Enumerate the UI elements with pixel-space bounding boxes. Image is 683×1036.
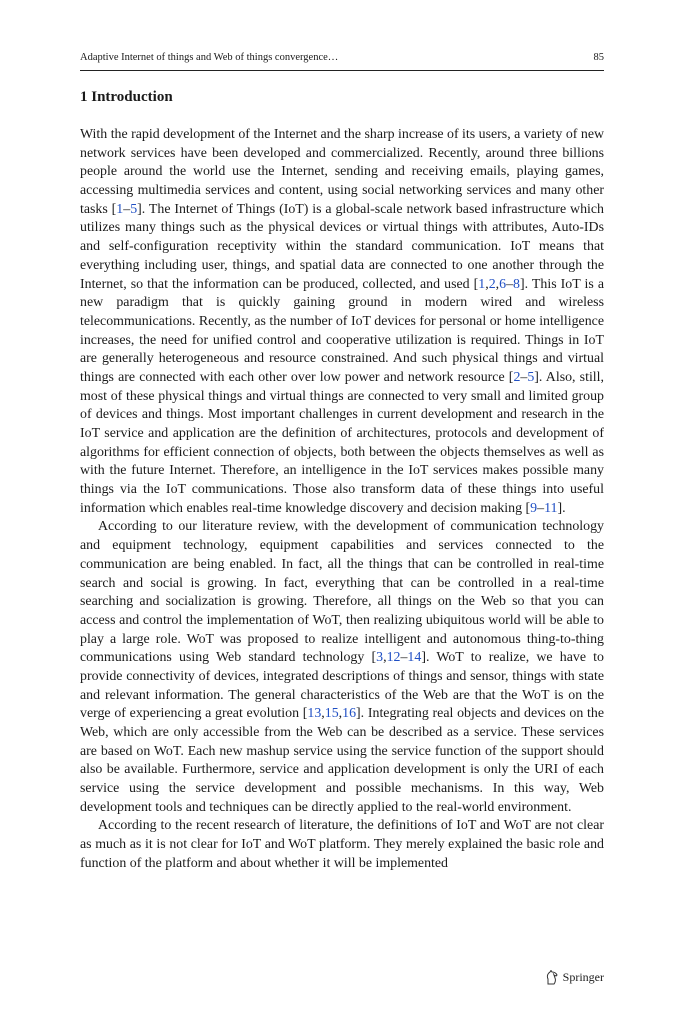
paragraph-text: ]. Integrating real objects and devices on the Web, which are only accessible from the Web can be described as a service. These services are based on WoT. Each new mashup service using the service function of the support should also be available. Furthermore, service and application development is only the URI of each service using the service development and possible mechanisms. In this way, Web development tools and techniques can be directly applied to the real-world environment.	[80, 706, 605, 815]
citation-link[interactable]: 1	[116, 201, 124, 217]
citation-link[interactable]: 16	[342, 706, 357, 722]
citation-link[interactable]: 9	[530, 500, 538, 516]
citation-link[interactable]: 14	[407, 650, 422, 666]
publisher-name: Springer	[562, 970, 604, 984]
paragraph-text: –	[537, 500, 545, 516]
paragraph-text: ]. WoT to realize, we have to provide connectivity of devices, integrated descriptions of things and sensor, things with state and relevant information. The general characteristics of the Web are that the WoT is on the verge of experiencing a great evolution [	[80, 650, 604, 722]
paragraph-text: –	[506, 276, 514, 292]
paragraph-text: ,	[383, 650, 387, 666]
page-number: 85	[593, 52, 604, 63]
header-rule	[80, 70, 604, 71]
paragraph-text: ].	[557, 500, 566, 516]
page	[80, 0, 604, 1036]
citation-link[interactable]: 12	[386, 650, 401, 666]
section-title: 1 Introduction	[80, 89, 173, 105]
citation-link[interactable]: 5	[130, 201, 138, 217]
paragraph-text: ]. Also, still, most of these physical things and virtual things are connected to very small and limited group of devices and things. Most important challenges in current development and research in the IoT service and application are the definition of architectures, protocols and development of algorithms for efficient connection of objects, both between the objects themselves as well as with the future Internet. Therefore, an intelligence in the IoT services makes possible many things via the IoT communications. Those also transform data of these things into useful information which enables real-time knowledge discovery and decision making [	[80, 369, 605, 516]
paragraph-text: According to our literature review, with the development of communication technology and equipment technology, equipment capabilities and services connected to the communication are being enabled. In fact, all the things that can be controlled in real-time search and social is growing. In fact, everything that can be controlled in a real-time searching and socialization is growing. Therefore, all things on the Web so that you can access and control the implementation of WoT, then realizing ubiquitous world will be able to play a large role. WoT was proposed to realize intelligent and autonomous thing-to-thing communications using Web standard technology [	[80, 519, 604, 666]
citation-link[interactable]: 2	[513, 369, 521, 385]
citation-link[interactable]: 15	[324, 706, 339, 722]
paragraph	[80, 126, 604, 518]
paragraph-text: According to the recent research of literature, the definitions of IoT and WoT are not clear as much as it is not clear for IoT and WoT platform. They merely explained the basic role and function of the platform and about whether it will be implemented	[80, 818, 604, 871]
paragraph-text: ,	[321, 706, 325, 722]
citation-link[interactable]: 13	[307, 706, 322, 722]
paragraph-text: ,	[495, 276, 500, 292]
body-text	[80, 126, 604, 874]
paragraph-text: ]. The Internet of Things (IoT) is a global-scale network based infrastructure which utilizes many things such as the physical devices or virtual things with attributes, Auto-IDs and self-configuration receptivity within the standard communication. IoT means that everything including user, things, and spatial data are connected to one another through the Internet, so that the information can be produced, collected, and used [	[80, 201, 604, 292]
citation-link[interactable]: 2	[488, 276, 496, 292]
paragraph-text: ]. This IoT is a new paradigm that is quickly gaining ground in modern wired and wireless telecommunications. Recently, as the number of IoT devices for personal or home intelligence increases, the need for unified control and cooperative utilization is required. Things in IoT are generally heterogeneous and resource constrained. And such physical things and virtual things are connected with each other over low power and network resource [	[80, 276, 604, 385]
paragraph-text: –	[123, 201, 131, 217]
citation-link[interactable]: 3	[376, 650, 384, 666]
running-header	[80, 52, 604, 63]
paragraph-text: –	[520, 369, 528, 385]
paragraph-text: –	[400, 650, 408, 666]
citation-link[interactable]: 5	[527, 369, 535, 385]
paragraph	[80, 518, 604, 817]
citation-link[interactable]: 11	[544, 500, 558, 516]
paragraph-text: ,	[338, 706, 343, 722]
paragraph-text: With the rapid development of the Internet and the sharp increase of its users, a variety of new network services have been developed and commercialized. Recently, around three billions people around the world use the Internet, sending and receiving emails, playing games, accessing multimedia services and content, using social networking services and many other tasks [	[80, 127, 605, 217]
springer-horse-icon	[545, 970, 559, 985]
citation-link[interactable]: 8	[513, 276, 520, 292]
citation-link[interactable]: 6	[499, 276, 507, 292]
publisher-footer	[545, 970, 604, 985]
citation-link[interactable]: 1	[478, 276, 486, 292]
paragraph-text: ,	[485, 276, 489, 292]
running-title: Adaptive Internet of things and Web of things convergence…	[80, 52, 339, 63]
paragraph	[80, 817, 604, 873]
